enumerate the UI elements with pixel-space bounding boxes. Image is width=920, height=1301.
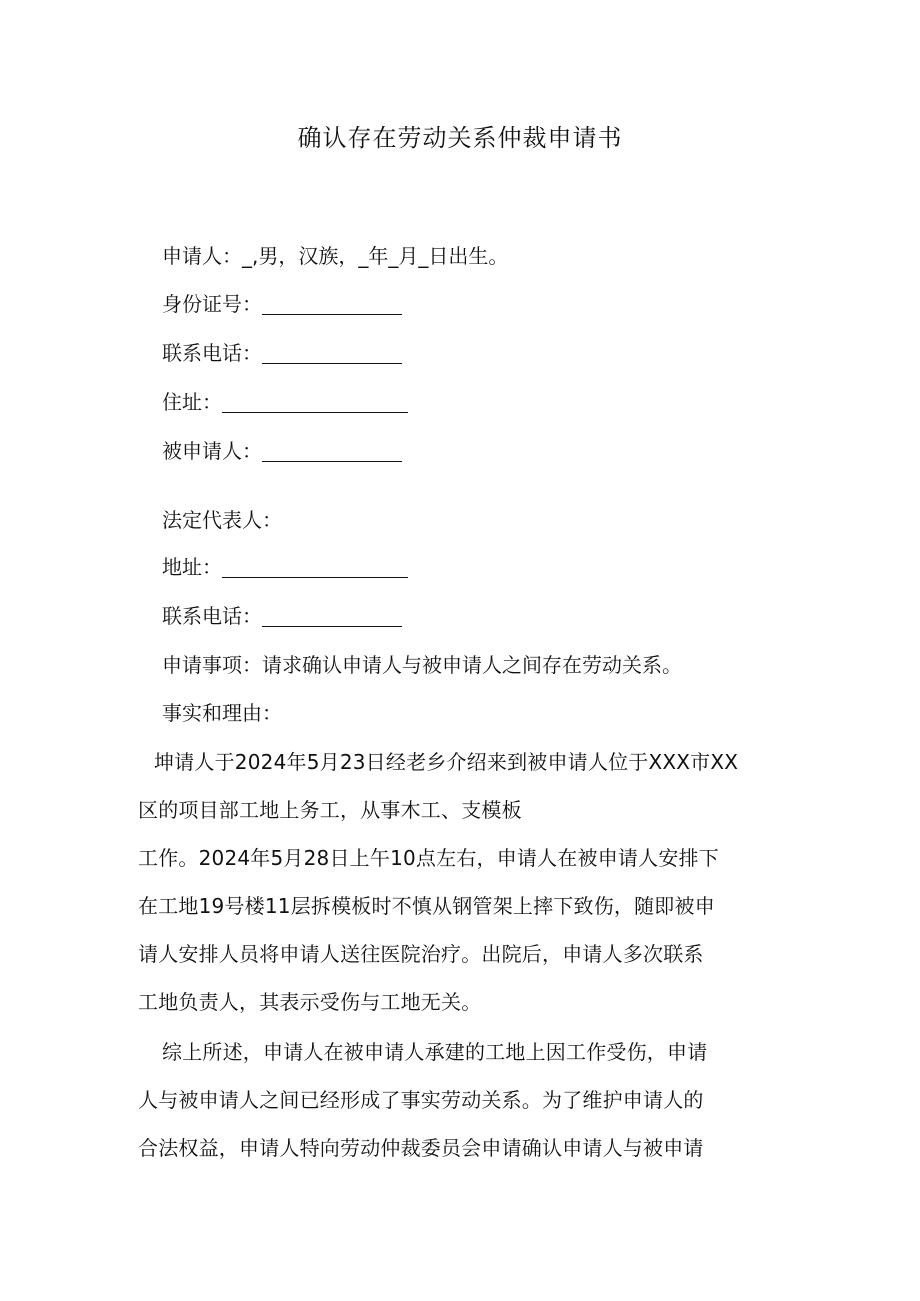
summary-paragraph <box>138 1028 798 1172</box>
id-number-label: 身份证号： <box>162 292 262 316</box>
id-number-row <box>162 290 402 318</box>
id-number-blank <box>262 294 402 315</box>
facts-line: 请人安排人员将申请人送往医院治疗。出院后，申请人多次联系 <box>138 942 704 966</box>
claim-line: 申请事项：请求确认申请人与被申请人之间存在劳动关系。 <box>162 653 682 677</box>
respondent-address-label: 地址： <box>162 555 222 579</box>
respondent-label: 被申请人： <box>162 439 262 463</box>
summary-line: 人与被申请人之间已经形成了事实劳动关系。为了维护申请人的 <box>138 1088 704 1112</box>
facts-line: 区的项目部工地上务工，从事木工、支模板 <box>138 798 522 822</box>
respondent-address-blank <box>222 557 408 578</box>
facts-line: 工作。2024年5月28日上午10点左右，申请人在被申请人安排下 <box>138 846 719 870</box>
facts-paragraph <box>138 738 798 1026</box>
summary-line: 合法权益，申请人特向劳动仲裁委员会申请确认申请人与被申请 <box>138 1136 704 1160</box>
document-title: 确认存在劳动关系仲裁申请书 <box>297 124 623 152</box>
address-blank <box>222 392 408 413</box>
phone-row <box>162 339 402 367</box>
legal-representative-label: 法定代表人： <box>162 508 282 532</box>
respondent-row <box>162 437 402 465</box>
respondent-blank <box>262 441 402 462</box>
respondent-phone-row <box>162 602 402 630</box>
address-row <box>162 388 408 416</box>
respondent-phone-blank <box>262 606 402 627</box>
applicant-line: 申请人：_,男，汉族，_年_月_日出生。 <box>162 244 509 268</box>
summary-line: 综上所述，申请人在被申请人承建的工地上因工作受伤，申请 <box>162 1040 708 1064</box>
facts-line: 在工地19号楼11层拆模板时不慎从钢管架上摔下致伤，随即被申 <box>138 894 715 918</box>
facts-heading: 事实和理由： <box>162 701 282 725</box>
facts-line: 工地负责人，其表示受伤与工地无关。 <box>138 990 482 1014</box>
address-label: 住址： <box>162 390 222 414</box>
phone-blank <box>262 343 402 364</box>
facts-line: 坤请人于2024年5月23日经老乡介绍来到被申请人位于XXX市XX <box>154 750 739 774</box>
phone-label: 联系电话： <box>162 341 262 365</box>
respondent-phone-label: 联系电话： <box>162 604 262 628</box>
respondent-address-row <box>162 553 408 581</box>
